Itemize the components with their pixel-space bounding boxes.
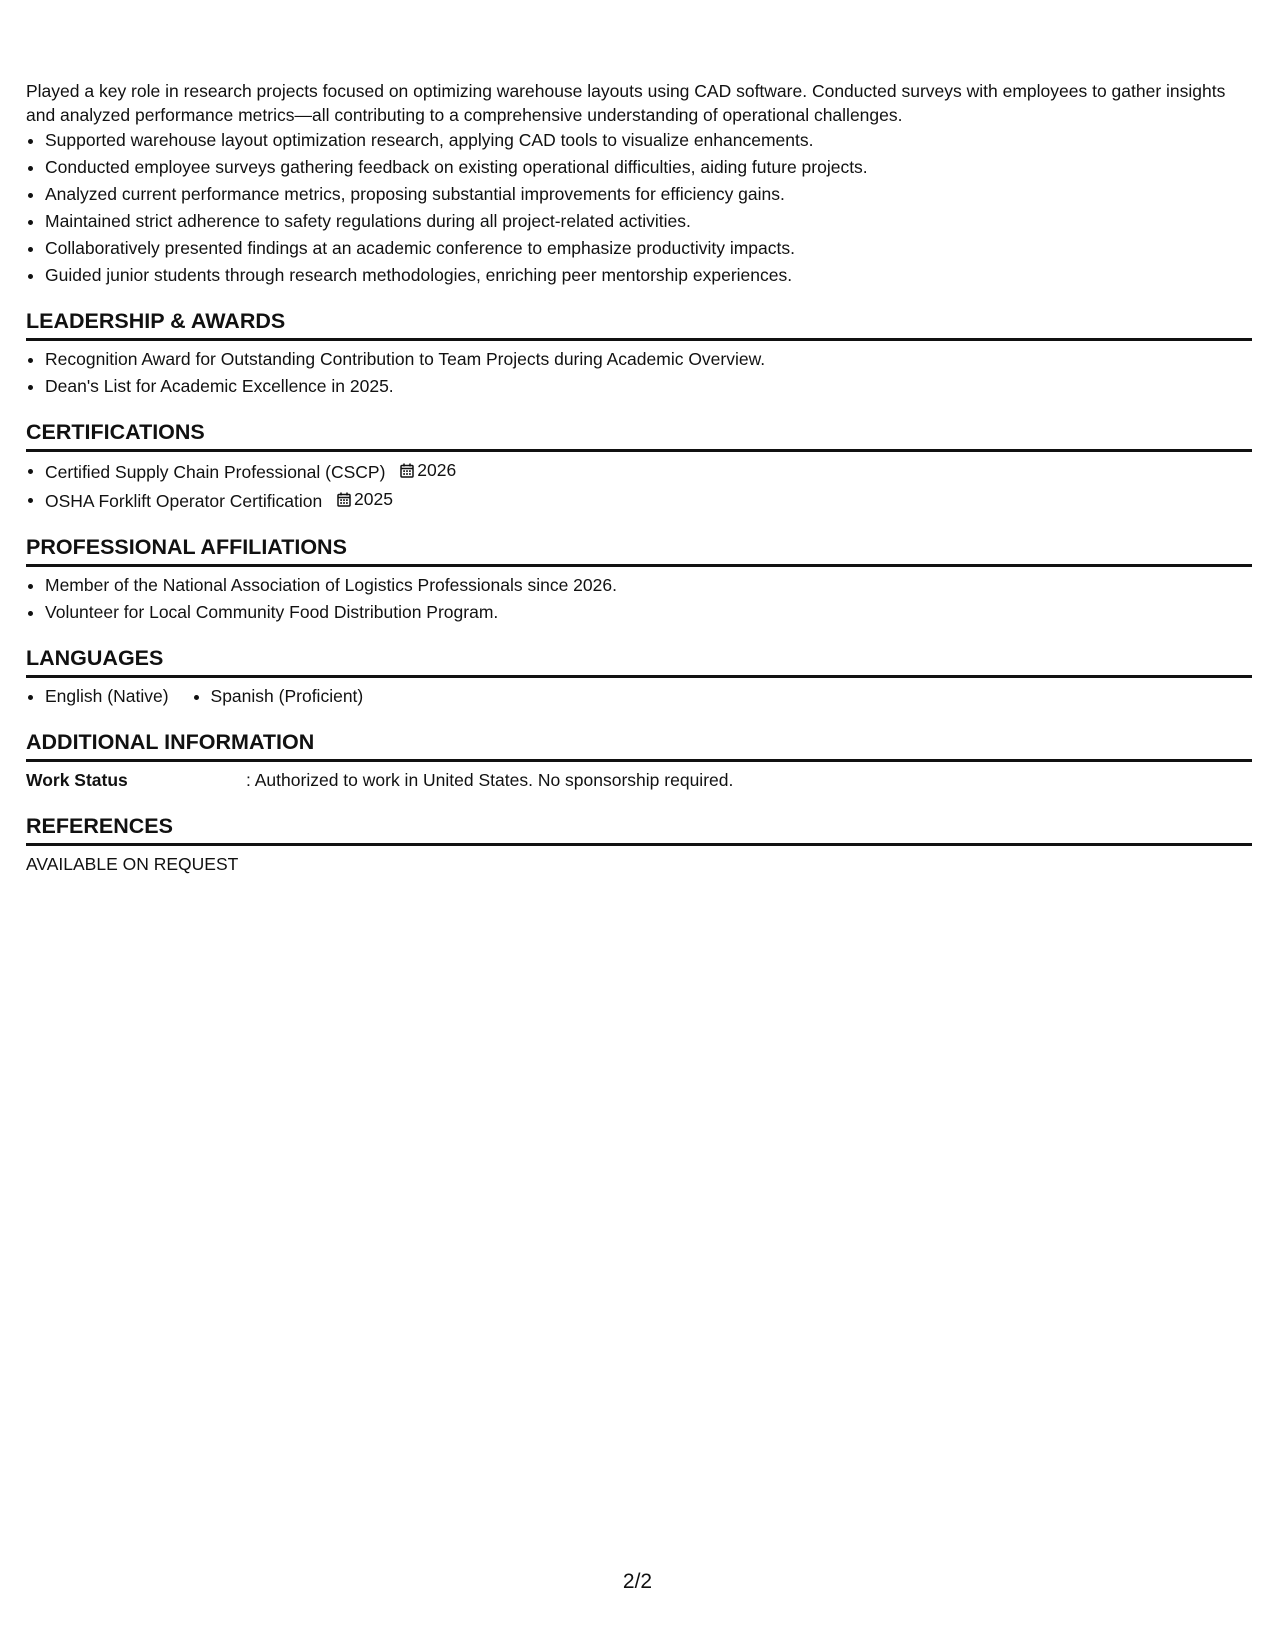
list-item: Volunteer for Local Community Food Distribution Program. <box>45 599 1252 626</box>
list-item: Member of the National Association of Logistics Professionals since 2026. <box>45 572 1252 599</box>
certification-name: Certified Supply Chain Professional (CSCP) <box>45 462 386 482</box>
language-item: Spanish (Proficient) <box>211 683 364 710</box>
list-item: Collaboratively presented findings at an academic conference to emphasize productivity impacts. <box>45 235 1252 262</box>
affiliations-list <box>26 572 1252 626</box>
affiliations-section-title: PROFESSIONAL AFFILIATIONS <box>26 515 1252 567</box>
list-item: Conducted employee surveys gathering feedback on existing operational difficulties, aiding future projects. <box>45 154 1252 181</box>
certifications-section-title: CERTIFICATIONS <box>26 400 1252 452</box>
calendar-icon <box>337 492 351 507</box>
references-section-title: REFERENCES <box>26 794 1252 846</box>
certification-year: 2026 <box>417 460 457 480</box>
certification-item <box>45 457 1252 486</box>
list-item: Guided junior students through research methodologies, enriching peer mentorship experiences. <box>45 262 1252 289</box>
page-number: 2/2 <box>622 1570 653 1593</box>
certification-date <box>400 457 456 484</box>
languages-section-title: LANGUAGES <box>26 626 1252 678</box>
certifications-list <box>26 457 1252 515</box>
calendar-icon <box>400 463 414 478</box>
resume-page <box>26 79 1252 878</box>
certification-item <box>45 486 1252 515</box>
work-status-value: : Authorized to work in United States. No sponsorship required. <box>246 770 734 790</box>
certification-name: OSHA Forklift Operator Certification <box>45 491 323 511</box>
additional-info-section-title: ADDITIONAL INFORMATION <box>26 710 1252 762</box>
experience-bullet-list <box>26 127 1252 289</box>
certification-year: 2025 <box>354 489 393 509</box>
list-item: Supported warehouse layout optimization research, applying CAD tools to visualize enhancements. <box>45 127 1252 154</box>
references-text: AVAILABLE ON REQUEST <box>26 854 239 874</box>
list-item: Maintained strict adherence to safety regulations during all project-related activities. <box>45 208 1252 235</box>
experience-summary: Played a key role in research projects focused on optimizing warehouse layouts using CAD software. Conducted surveys with employees to gather insights and analyzed performance metrics—all contributing to a comprehensive understanding of operational challenges. <box>26 81 1226 125</box>
leadership-section-title: LEADERSHIP & AWARDS <box>26 289 1252 341</box>
languages-list <box>26 683 1252 710</box>
list-item: Analyzed current performance metrics, proposing substantial improvements for efficiency gains. <box>45 181 1252 208</box>
list-item: Dean's List for Academic Excellence in 2025. <box>45 373 1252 400</box>
list-item: Recognition Award for Outstanding Contribution to Team Projects during Academic Overview. <box>45 346 1252 373</box>
work-status-row <box>26 767 1252 794</box>
certification-date <box>337 486 393 513</box>
language-item: English (Native) <box>45 683 169 710</box>
work-status-label: Work Status <box>26 770 128 790</box>
leadership-list <box>26 346 1252 400</box>
